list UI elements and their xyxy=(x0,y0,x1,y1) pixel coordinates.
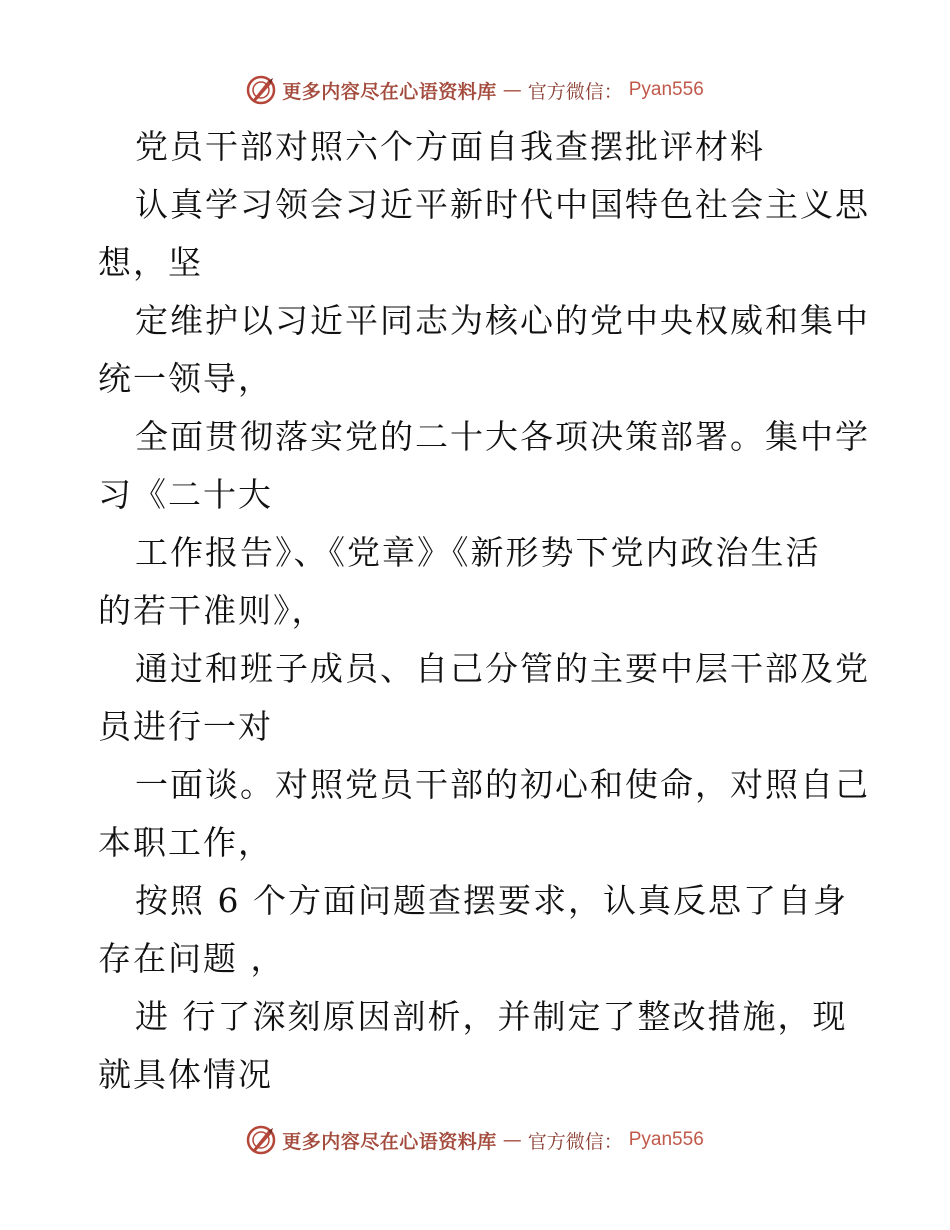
footer-banner xyxy=(0,1120,950,1160)
header-banner xyxy=(0,70,950,110)
paragraph-line: 员进行一对 xyxy=(98,707,273,746)
paragraph-line: 全面贯彻落实党的二十大各项决策部署。集中学 xyxy=(135,417,870,456)
paragraph-line: 进 行了深刻原因剖析，并制定了整改措施，现 xyxy=(135,997,848,1036)
paragraph-line: 定维护以习近平同志为核心的党中央权威和集中 xyxy=(135,301,870,340)
footer-wechat-label: 官方微信： xyxy=(527,1130,623,1153)
paragraph-line: 按照 6 个方面问题查摆要求，认真反思了自身 xyxy=(135,881,848,920)
quill-pen-logo-icon xyxy=(246,75,276,105)
paragraph-line: 存在问题 ， xyxy=(98,939,286,978)
header-separator: — xyxy=(502,79,522,101)
paragraph-line: 想，坚 xyxy=(98,243,203,282)
footer-wechat-id: Pyan556 xyxy=(628,1129,704,1150)
footer-site-text: 更多内容尽在心语资料库 xyxy=(282,1130,497,1153)
header-site-text: 更多内容尽在心语资料库 xyxy=(282,80,497,103)
header-wechat-label: 官方微信： xyxy=(527,80,623,103)
footer-separator: — xyxy=(502,1129,522,1151)
document-title: 党员干部对照六个方面自我查摆批评材料 xyxy=(135,127,765,166)
paragraph-line: 本职工作， xyxy=(98,823,273,862)
paragraph-line: 统一领导， xyxy=(98,359,273,398)
paragraph-line: 就具体情况 xyxy=(98,1055,273,1094)
document-body xyxy=(98,118,870,1104)
quill-pen-logo-icon xyxy=(246,1125,276,1155)
header-wechat-id: Pyan556 xyxy=(628,79,704,100)
paragraph-line: 通过和班子成员、自己分管的主要中层干部及党 xyxy=(135,649,870,688)
paragraph-line: 认真学习领会习近平新时代中国特色社会主义思 xyxy=(135,185,870,224)
paragraph-line: 的若干准则》， xyxy=(98,591,327,630)
paragraph-line: 习《二十大 xyxy=(98,475,273,514)
paragraph-line: 一面谈。对照党员干部的初心和使命，对照自己 xyxy=(135,765,870,804)
paragraph-line: 工作报告》、《党章》《新形势下党内政治生活 xyxy=(135,533,821,572)
